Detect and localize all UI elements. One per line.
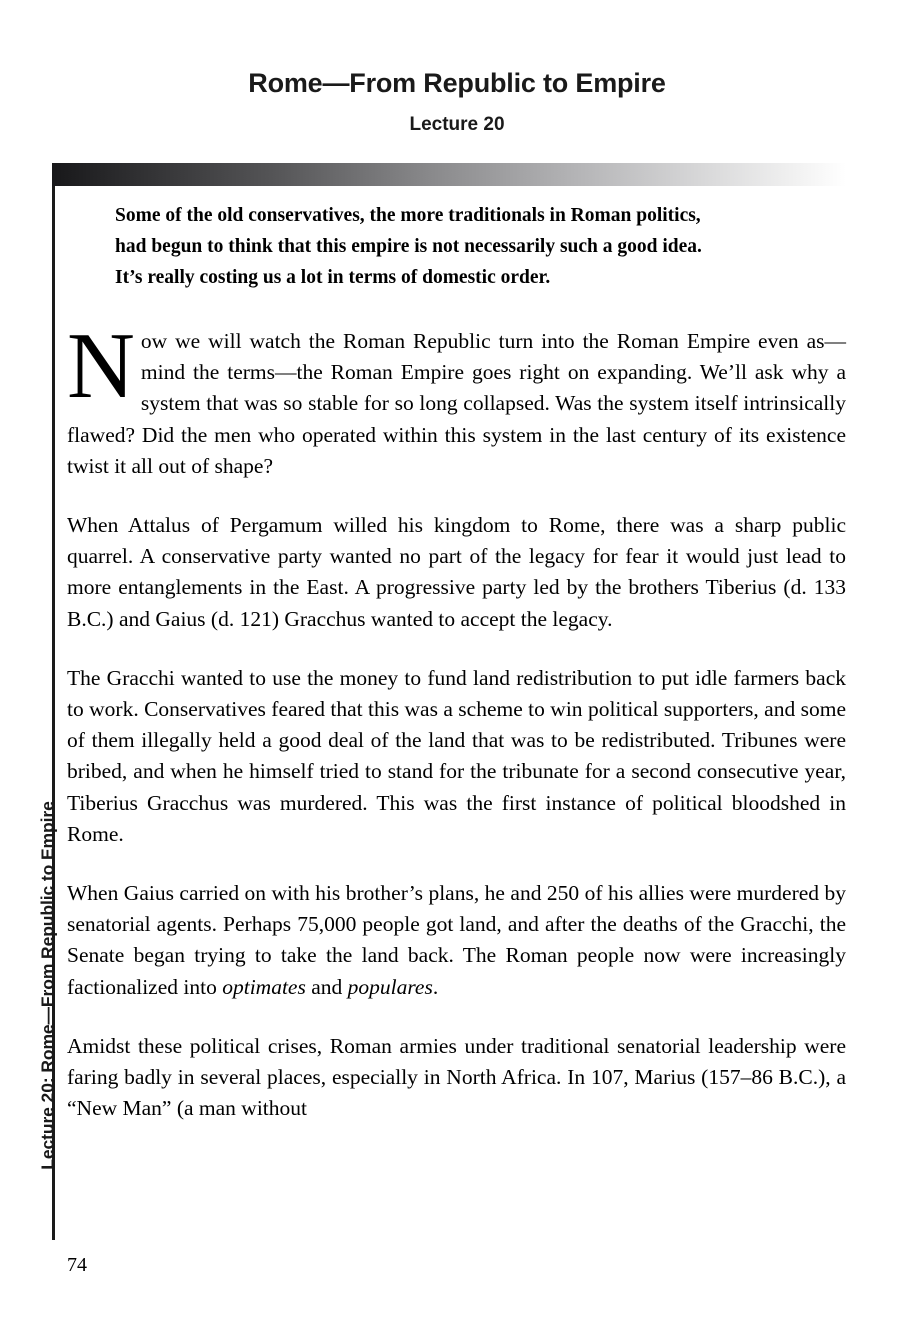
latin-term-populares: populares bbox=[347, 974, 433, 999]
body-paragraph-4-text-c: . bbox=[432, 974, 439, 999]
body-paragraph-4-text-a: When Gaius carried on with his brother’s plans, he and 250 of his allies were murdered by senatorial agents. Perhaps 75,000 people got land, and after the deaths of the Gracchi, the Senate began trying to take the land back. The Roman people now were increasingly factionalized into bbox=[67, 881, 846, 999]
body-paragraph-5: Amidst these political crises, Roman armies under traditional senatorial leadership were faring badly in several places, especially in North Africa. In 107, Marius (157–86 B.C.), a “New Man” (a man without bbox=[67, 1033, 846, 1121]
drop-cap-letter: N bbox=[67, 314, 135, 418]
latin-term-optimates: optimates bbox=[222, 974, 306, 999]
body-paragraph-3: The Gracchi wanted to use the money to fund land redistribution to put idle farmers back to work. Conservatives feared that this was a scheme to win political supporters, and some of them illegally held a good deal of the land that was to be redistributed. Tribunes were bribed, and when he himself tried to stand for the tribunate for a second consecutive year, Tiberius Gracchus was murdered. This was the first instance of political bloodshed in Rome. bbox=[67, 665, 846, 846]
epigraph-line-2: had begun to think that this empire is not necessarily such a good idea. bbox=[115, 236, 702, 257]
page-number: 74 bbox=[67, 1254, 87, 1276]
body-paragraph-4 bbox=[67, 878, 846, 1003]
body-paragraph-2: When Attalus of Pergamum willed his kingdom to Rome, there was a sharp public quarrel. A conservative party wanted no part of the legacy for fear it would just lead to more entanglements in the East. A progressive party led by the brothers Tiberius (d. 133 B.C.) and Gaius (d. 121) Gracchus wanted to accept the legacy. bbox=[67, 513, 846, 631]
epigraph-line-3: It’s really costing us a lot in terms of domestic order. bbox=[115, 267, 551, 288]
running-head-vertical: Lecture 20: Rome—From Republic to Empire bbox=[37, 801, 58, 1170]
body-paragraph-1-text: ow we will watch the Roman Republic turn into the Roman Empire even as—mind the terms—the Roman Empire goes right on expanding. We’ll ask why a system that was so stable for so long collapsed. Was the system itself intrinsically flawed? Did the men who operated within this system in the last century of its existence twist it all out of shape? bbox=[67, 329, 846, 478]
lecture-subtitle: Lecture 20 bbox=[409, 114, 505, 135]
epigraph-quote bbox=[115, 200, 815, 293]
header-gradient-bar bbox=[52, 163, 846, 186]
page-title: Rome—From Republic to Empire bbox=[248, 68, 666, 98]
body-paragraph-1 bbox=[67, 314, 846, 482]
text-column bbox=[67, 200, 846, 1124]
body-paragraph-4-text-b: and bbox=[305, 974, 348, 999]
epigraph-line-1: Some of the old conservatives, the more traditionals in Roman politics, bbox=[115, 205, 701, 226]
